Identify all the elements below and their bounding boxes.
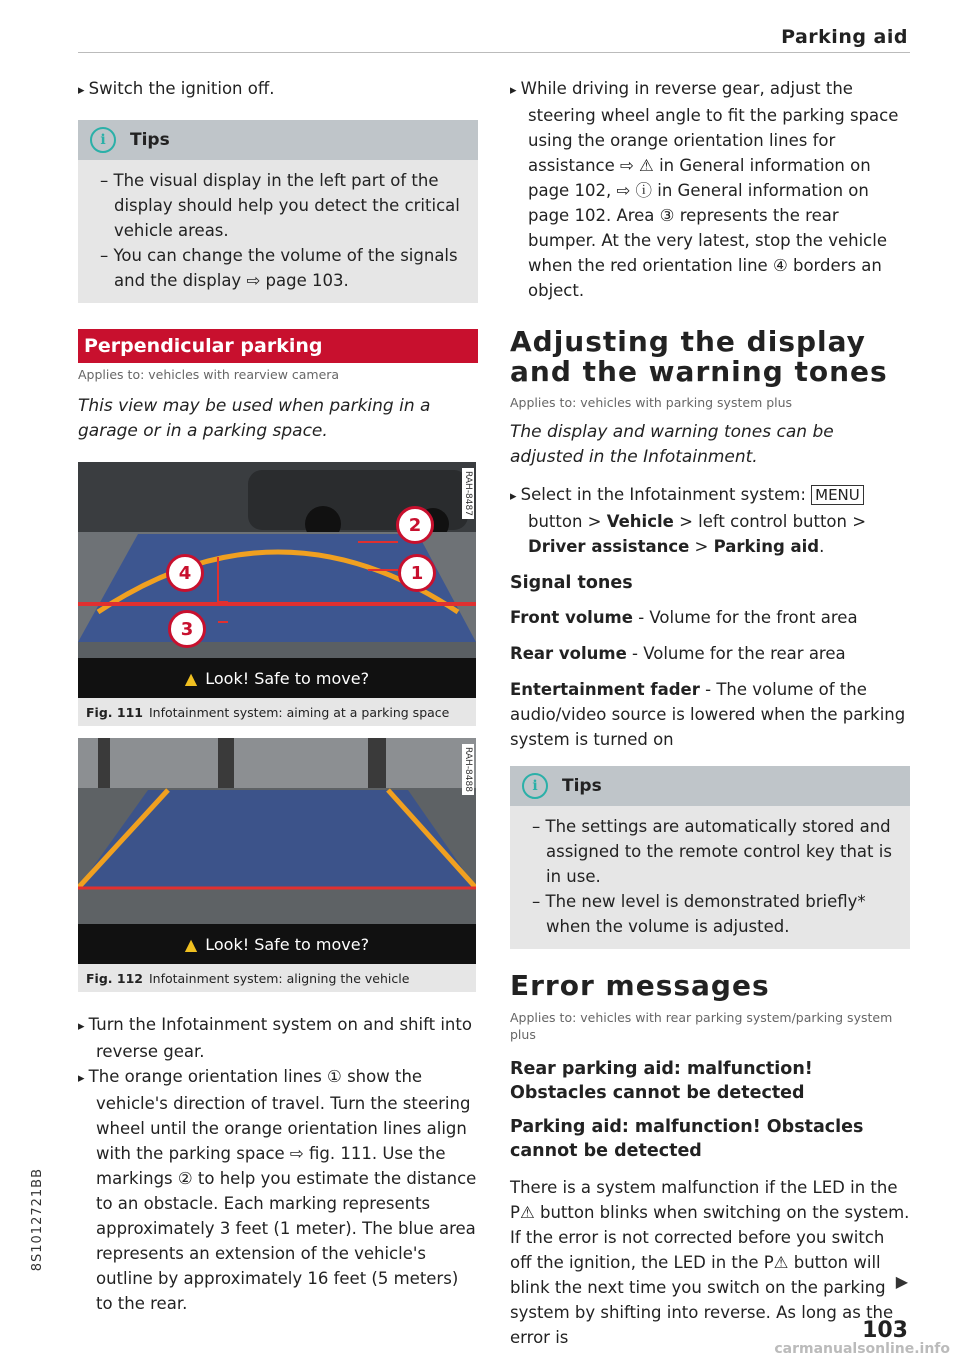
figure-caption-text: Infotainment system: aiming at a parking space — [148, 704, 450, 720]
step-text: button > — [528, 512, 607, 531]
error-rear-parking: Rear parking aid: malfunction! Obstacles cannot be detected — [510, 1059, 813, 1103]
tips-box-1 — [78, 120, 478, 303]
setting-desc: - Volume for the front area — [632, 608, 858, 627]
step-item: ▸ Turn the Infotainment system on and shift into reverse gear. — [78, 1012, 478, 1064]
applies-to: Applies to: vehicles with parking system plus — [510, 395, 793, 410]
info-icon: i — [522, 773, 548, 799]
setting-front-volume — [510, 605, 910, 630]
setting-name: Entertainment fader — [510, 680, 700, 699]
tips-title: Tips — [130, 130, 170, 150]
warning-bar — [78, 658, 476, 698]
warning-bar — [78, 924, 476, 964]
menu-path-driver: Driver assistance — [528, 537, 690, 556]
step-reverse: ▸ While driving in reverse gear, adjust the steering wheel angle to fit the parking space using the orange orientation lines for assistance ⇨ ⚠ in General information on page 102, ⇨ ⓘ in General information on page 102. Area ③ represents the rear bumper. At the very latest, stop the vehicle when the red orientation line ④ borders an object. — [510, 76, 910, 303]
tips-item: – The visual display in the left part of the display should help you detect the critical vehicle areas. — [92, 168, 464, 243]
tips-box-2 — [510, 766, 910, 949]
step-text: > left control button > — [673, 512, 867, 531]
section-heading-perpendicular: Perpendicular parking — [78, 329, 478, 363]
step-text: Select in the Infotainment system: — [520, 485, 812, 504]
step-text: > — [689, 537, 714, 556]
figure-code: RAH-8488 — [462, 744, 474, 795]
continue-arrow-icon: ▶ — [895, 1272, 908, 1291]
setting-desc: - Volume for the rear area — [626, 644, 846, 663]
figure-number: Fig. 111 — [86, 704, 143, 720]
error-description: There is a system malfunction if the LED in the P⚠ button blinks when switching on the system. If the error is not corrected before you switch off the ignition, the LED in the P⚠ button will blink the next time you switch on the parking system by shifting into reverse. As long as the error is — [510, 1178, 910, 1347]
page-number: 103 — [862, 1318, 908, 1343]
setting-entertainment-fader — [510, 677, 910, 752]
header-rule — [78, 52, 910, 53]
tips-body — [78, 160, 478, 303]
heading-error-messages: Error messages — [510, 969, 770, 1002]
warning-text: Look! Safe to move? — [205, 934, 370, 954]
warning-text: Look! Safe to move? — [205, 668, 370, 688]
callout-2: 2 — [396, 506, 434, 544]
figure-caption-112 — [78, 964, 476, 992]
document-code: 8S1012721BB — [30, 1168, 45, 1272]
tips-header — [510, 766, 910, 806]
tips-body — [510, 806, 910, 949]
figure-caption-text: Infotainment system: aligning the vehicle — [148, 970, 410, 986]
applies-to: Applies to: vehicles with rearview camera — [78, 367, 340, 382]
menu-path-vehicle: Vehicle — [606, 512, 674, 531]
intro-text: The display and warning tones can be adjusted in the Infotainment. — [510, 422, 834, 467]
figure-code: RAH-8487 — [462, 468, 474, 519]
menu-key: MENU — [811, 485, 864, 505]
watermark: carmanualsonline.info — [774, 1341, 950, 1357]
tips-item: – The new level is demonstrated briefly* when the volume is adjusted. — [524, 889, 896, 939]
steps-list — [78, 1012, 478, 1316]
right-column — [510, 76, 910, 1350]
tips-item: – The settings are automatically stored and assigned to the remote control key that is in use. — [524, 814, 896, 889]
callout-1: 1 — [398, 554, 436, 592]
setting-name: Front volume — [510, 608, 633, 627]
step-text: . — [819, 537, 825, 556]
tips-title: Tips — [562, 776, 602, 796]
applies-to: Applies to: vehicles with rear parking system/parking system plus — [510, 1010, 893, 1042]
step-item: ▸ The orange orientation lines ① show the vehicle's direction of travel. Turn the steering wheel until the orange orientation lines align with the parking space ⇨ fig. 111. Use the markings ② to help you estimate the distance to an obstacle. Each marking represents approximately 3 feet (1 meter). The blue area represents an extension of the vehicle's outline by approximately 16 feet (5 meters) to the rear. — [78, 1064, 478, 1316]
setting-desc: - The volume of the audio/video source is lowered when the parking system is turned on — [510, 680, 906, 749]
figure-111 — [78, 462, 476, 698]
callout-4: 4 — [166, 554, 204, 592]
left-column — [78, 76, 478, 1316]
setting-rear-volume — [510, 641, 910, 666]
figure-112 — [78, 738, 476, 964]
warning-triangle-icon: ▲ — [184, 934, 198, 954]
heading-adjusting-display: Adjusting the display and the warning tones — [510, 325, 888, 388]
step-select-menu — [510, 482, 910, 559]
warning-triangle-icon: ▲ — [184, 668, 198, 688]
section-title: Parking aid — [781, 26, 908, 48]
callout-3: 3 — [168, 610, 206, 648]
error-parking: Parking aid: malfunction! Obstacles cannot be detected — [510, 1117, 864, 1161]
info-icon: i — [90, 127, 116, 153]
tips-item: – You can change the volume of the signals and the display ⇨ page 103. — [92, 243, 464, 293]
figure-number: Fig. 112 — [86, 970, 143, 986]
intro-text: This view may be used when parking in a garage or in a parking space. — [78, 396, 431, 441]
figure-caption-111 — [78, 698, 476, 726]
heading-signal-tones: Signal tones — [510, 573, 633, 593]
tips-header — [78, 120, 478, 160]
setting-name: Rear volume — [510, 644, 627, 663]
menu-path-parking: Parking aid — [713, 537, 820, 556]
step-ignition-off: ▸ Switch the ignition off. — [78, 76, 478, 103]
